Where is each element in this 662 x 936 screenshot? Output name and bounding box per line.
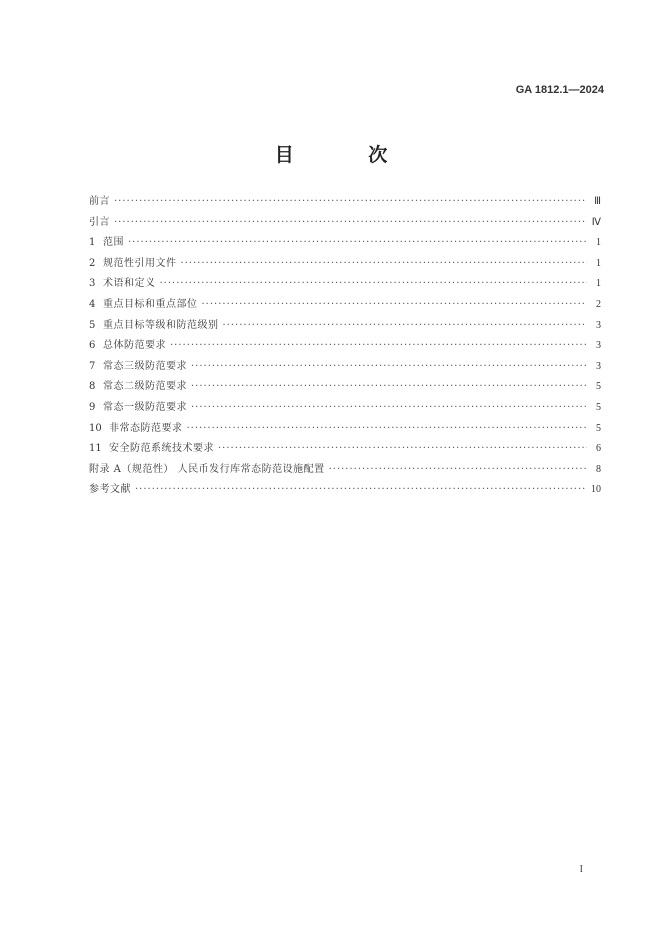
toc-page-number: 5 (596, 381, 601, 393)
toc-entry-text: 常态一级防范要求 (103, 401, 187, 413)
toc-entry-5[interactable] (89, 316, 601, 337)
toc-entry-text: 前言 (89, 196, 110, 207)
toc-entry-bibliography[interactable] (89, 480, 601, 501)
toc-entry-4[interactable] (89, 295, 601, 316)
toc-page-number: 6 (596, 443, 601, 455)
toc-page-number: 5 (596, 422, 601, 434)
toc-page-number: 3 (596, 360, 601, 372)
toc-dot-leader (223, 316, 588, 337)
toc-entry-text: 规范性引用文件 (103, 257, 177, 269)
toc-dot-leader (170, 336, 587, 357)
toc-dot-leader (191, 357, 587, 378)
toc-entry-11[interactable] (89, 439, 601, 460)
toc-entry-text: 常态二级防范要求 (103, 381, 187, 393)
toc-entry-3[interactable] (89, 274, 601, 295)
toc-entry-number: 10 (89, 422, 102, 434)
toc-dot-leader (191, 377, 587, 398)
toc-dot-leader (329, 460, 587, 481)
toc-entry-text: 参考文献 (89, 484, 131, 496)
toc-entry-number: 8 (89, 381, 96, 393)
toc-entry-text: 非常态防范要求 (109, 422, 183, 434)
toc-dot-leader (160, 274, 588, 295)
toc-page-number: 1 (596, 257, 601, 269)
toc-entry-2[interactable] (89, 254, 601, 275)
toc-page-number: 1 (596, 237, 601, 249)
toc-page-number: Ⅳ (591, 216, 601, 228)
toc-dot-leader (218, 439, 587, 460)
toc-entry-text: 常态三级防范要求 (103, 360, 187, 372)
toc-entry-text: 重点目标等级和防范级别 (103, 319, 219, 331)
toc-entry-text: 重点目标和重点部位 (103, 298, 198, 310)
toc-entry-9[interactable] (89, 398, 601, 419)
standard-identifier: GA 1812.1—2024 (515, 84, 604, 96)
toc-entry-text: 安全防范系统技术要求 (109, 443, 214, 455)
toc-dot-leader (114, 213, 587, 234)
toc-entry-text: 范围 (103, 237, 124, 249)
toc-entry-number: 2 (89, 257, 96, 269)
toc-dot-leader (202, 295, 588, 316)
toc-page-number: 8 (596, 463, 601, 475)
toc-entry-6[interactable] (89, 336, 601, 357)
table-of-contents (89, 192, 601, 501)
toc-entry-text: 引言 (89, 216, 110, 228)
toc-dot-leader (128, 233, 587, 254)
toc-page-number: 5 (596, 401, 601, 413)
toc-page-number: 2 (596, 298, 601, 310)
toc-entry-introduction[interactable] (89, 213, 601, 234)
toc-entry-1[interactable] (89, 233, 601, 254)
toc-dot-leader (191, 398, 587, 419)
page-title: 目 次 (274, 144, 422, 166)
page-number: I (579, 864, 583, 875)
toc-page-number: 1 (596, 278, 601, 290)
toc-entry-number: 1 (89, 237, 96, 249)
toc-entry-number: 11 (89, 443, 102, 455)
toc-dot-leader (135, 480, 587, 501)
toc-entry-number: 9 (89, 401, 96, 413)
toc-entry-text: 总体防范要求 (103, 340, 166, 352)
toc-entry-number: 6 (89, 340, 96, 352)
toc-entry-10[interactable] (89, 419, 601, 440)
toc-dot-leader (187, 419, 588, 440)
toc-entry-number: 5 (89, 319, 96, 331)
toc-dot-leader (181, 254, 588, 275)
toc-entry-number: 3 (89, 278, 96, 290)
toc-entry-annex-a[interactable] (89, 460, 601, 481)
toc-dot-leader (114, 192, 587, 213)
toc-entry-7[interactable] (89, 357, 601, 378)
toc-entry-text: 术语和定义 (103, 278, 156, 290)
toc-entry-8[interactable] (89, 377, 601, 398)
toc-entry-number: 7 (89, 360, 96, 372)
toc-entry-number: 4 (89, 298, 96, 310)
toc-page-number: 3 (596, 340, 601, 352)
toc-entry-foreword[interactable] (89, 192, 601, 213)
toc-page-number: Ⅲ (594, 196, 601, 207)
toc-page-number: 10 (591, 484, 601, 496)
toc-page-number: 3 (596, 319, 601, 331)
toc-entry-text: 附录 A（规范性） 人民币发行库常态防范设施配置 (89, 463, 325, 475)
